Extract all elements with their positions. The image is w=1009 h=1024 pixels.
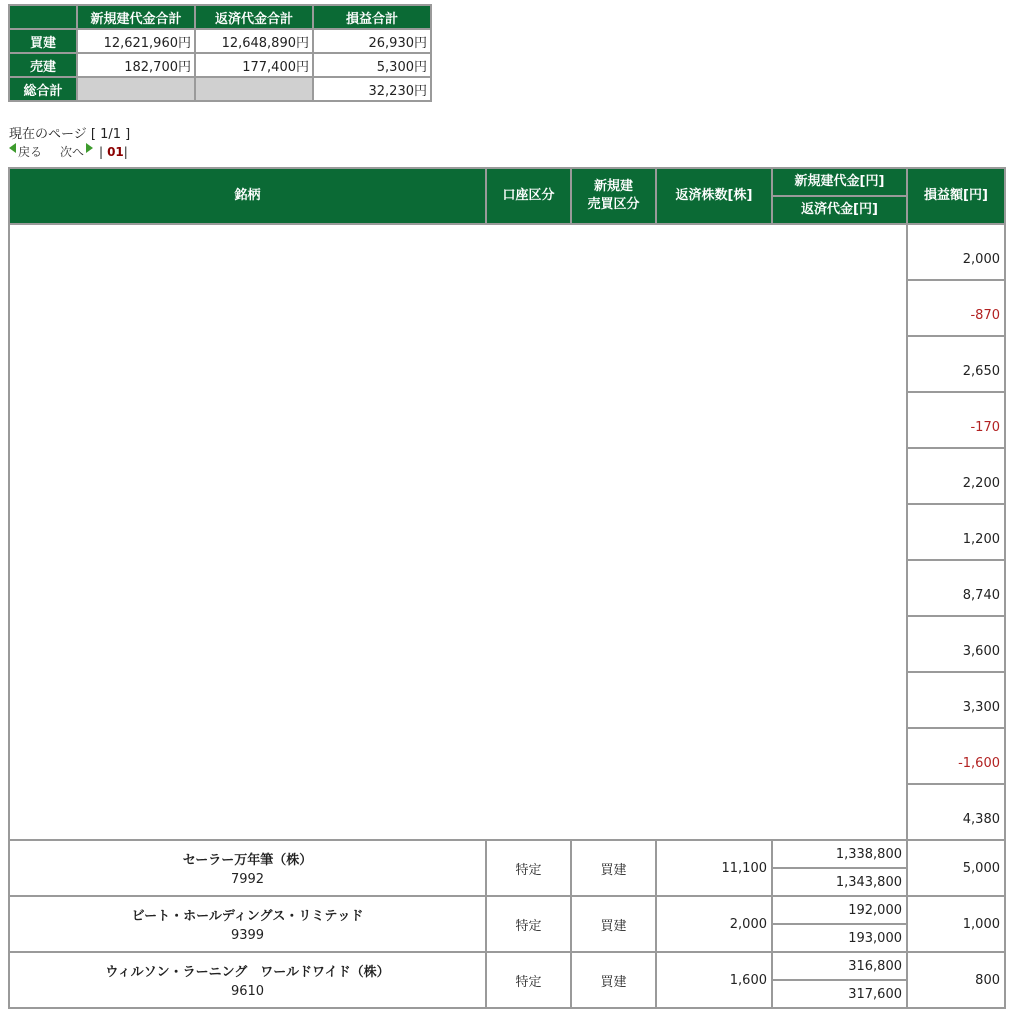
summary-new-value-empty <box>77 77 195 101</box>
current-page-indicator: 現在のページ [ 1/1 ] <box>9 127 131 142</box>
summary-header-pl: 損益合計 <box>313 5 431 29</box>
triangle-right-icon <box>86 143 93 153</box>
pl-value: 1,000 <box>907 896 1005 952</box>
stock-name[interactable]: セーラー万年筆（株） <box>182 853 313 868</box>
pl-value: 2,200 <box>907 448 1005 504</box>
pagination-nav: 戻る 次へ | 01 | <box>9 143 128 160</box>
summary-repay-value: 177,400円 <box>195 53 313 77</box>
repay-amount: 193,000 <box>772 924 907 952</box>
account-type: 特定 <box>486 840 571 896</box>
pl-value: 2,650 <box>907 336 1005 392</box>
header-name: 銘柄 <box>9 168 486 224</box>
pl-value: 4,380 <box>907 784 1005 840</box>
header-side <box>571 168 656 224</box>
trade-side: 買建 <box>571 952 656 1008</box>
summary-corner <box>9 5 77 29</box>
new-amount: 192,000 <box>772 896 907 924</box>
repay-qty: 11,100 <box>656 840 772 896</box>
summary-row-label: 総合計 <box>9 77 77 101</box>
pl-value: -1,600 <box>907 728 1005 784</box>
repay-qty: 1,600 <box>656 952 772 1008</box>
summary-row-label: 買建 <box>9 29 77 53</box>
trade-side: 買建 <box>571 840 656 896</box>
summary-new-value: 182,700円 <box>77 53 195 77</box>
header-repay-amount: 返済代金[円] <box>772 196 907 224</box>
pl-value: 8,740 <box>907 560 1005 616</box>
triangle-left-icon <box>9 143 16 153</box>
stock-name[interactable]: ビート・ホールディングス・リミテッド <box>131 909 364 924</box>
new-amount: 316,800 <box>772 952 907 980</box>
next-label: 次へ <box>60 145 85 159</box>
pl-value: 1,200 <box>907 504 1005 560</box>
stock-name-cell <box>9 840 486 896</box>
repay-amount: 317,600 <box>772 980 907 1008</box>
pl-value: 3,300 <box>907 672 1005 728</box>
summary-repay-value: 12,648,890円 <box>195 29 313 53</box>
stock-name[interactable]: ウィルソン・ラーニング ワールドワイド（株） <box>105 965 390 980</box>
summary-row-label: 売建 <box>9 53 77 77</box>
account-type: 特定 <box>486 952 571 1008</box>
header-account: 口座区分 <box>486 168 571 224</box>
summary-repay-value-empty <box>195 77 313 101</box>
new-amount: 1,338,800 <box>772 840 907 868</box>
pl-value: -870 <box>907 280 1005 336</box>
back-label: 戻る <box>18 145 43 159</box>
page-link-01[interactable]: 01 <box>107 144 124 159</box>
account-type: 特定 <box>486 896 571 952</box>
pl-value: 2,000 <box>907 224 1005 280</box>
pl-value: 5,000 <box>907 840 1005 896</box>
header-pl: 損益額[円] <box>907 168 1005 224</box>
summary-pl-value: 5,300円 <box>313 53 431 77</box>
stock-code: 7992 <box>230 872 265 887</box>
trade-side: 買建 <box>571 896 656 952</box>
stock-name-cell <box>9 896 486 952</box>
stock-code: 9399 <box>230 928 265 943</box>
obscured-rows-area <box>9 224 907 840</box>
summary-header-repay: 返済代金合計 <box>195 5 313 29</box>
next-link[interactable] <box>60 143 93 160</box>
header-side-line1: 新規建 <box>593 179 633 194</box>
pl-value: 3,600 <box>907 616 1005 672</box>
summary-table <box>8 4 432 102</box>
summary-header-new: 新規建代金合計 <box>77 5 195 29</box>
repay-amount: 1,343,800 <box>772 868 907 896</box>
positions-table <box>8 167 1006 1009</box>
header-side-line2: 売買区分 <box>587 197 640 212</box>
header-qty: 返済株数[株] <box>656 168 772 224</box>
back-link[interactable] <box>9 143 42 160</box>
summary-new-value: 12,621,960円 <box>77 29 195 53</box>
summary-pl-value: 26,930円 <box>313 29 431 53</box>
header-new-amount: 新規建代金[円] <box>772 168 907 196</box>
stock-code: 9610 <box>230 984 265 999</box>
stock-name-cell <box>9 952 486 1008</box>
pl-value: 800 <box>907 952 1005 1008</box>
summary-pl-value: 32,230円 <box>313 77 431 101</box>
pl-value: -170 <box>907 392 1005 448</box>
repay-qty: 2,000 <box>656 896 772 952</box>
